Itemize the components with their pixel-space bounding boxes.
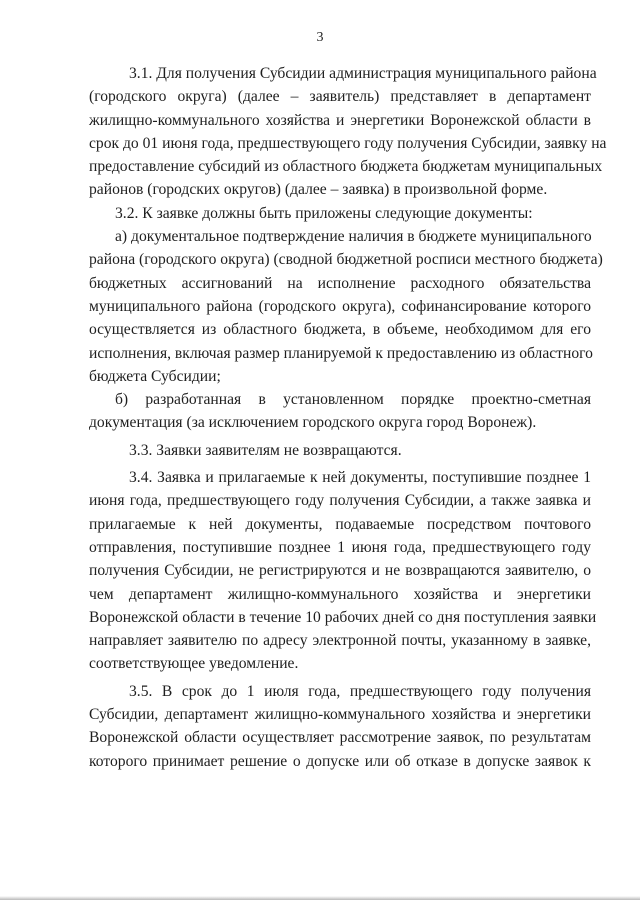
paragraph-b [89,388,591,435]
text-line: 3.2. К заявке должны быть приложены следующие документы: [115,204,533,222]
text-line: Воронежской области осуществляет рассмотрение заявок, по результатам [89,729,591,747]
text-line: 3.5. В срок до 1 июля года, предшествующего году получения [129,682,591,700]
text-line: 3.3. Заявки заявителям не возвращаются. [129,441,402,459]
text-line: района (городского округа) (сводной бюджетной росписи местного бюджета) [89,251,603,269]
text-line: предоставление субсидий из областного бюджета бюджетам муниципальных [89,158,603,176]
text-line: (городского округа) (далее – заявитель) представляет в департамент [89,88,591,106]
text-line: направляет заявителю по адресу электронной почты, указанному в заявке, [89,632,591,650]
text-line: Воронежской области в течение 10 рабочих дней со дня поступления заявки [89,608,597,626]
page-number: 3 [316,30,324,45]
text-line: Субсидии, департамент жилищно-коммунального хозяйства и энергетики [89,706,591,724]
text-line: осуществляется из областного бюджета, в объеме, необходимом для его [89,321,591,339]
scan-edge [0,896,640,900]
text-line: 3.1. Для получения Субсидии администрация муниципального района [129,65,597,82]
paragraph-3-3 [89,439,591,462]
text-line: чем департамент жилищно-коммунального хозяйства и энергетики [89,585,591,603]
text-line: прилагаемые к ней документы, подаваемые посредством почтового [89,515,591,533]
text-line: получения Субсидии, не регистрируются и не возвращаются заявителю, о [89,562,591,580]
text-line: бюджета Субсидии; [89,367,221,385]
text-line: которого принимает решение о допуске или об отказе в допуске заявок к [89,752,591,770]
text-line: июня года, предшествующего году получения Субсидии, а также заявка и [89,492,591,510]
text-line: жилищно-коммунального хозяйства и энергетики Воронежской области в [89,111,591,129]
text-line: срок до 01 июня года, предшествующего году получения Субсидии, заявку на [89,134,607,152]
text-line: б) разработанная в установленном порядке проектно-сметная [115,391,591,409]
text-line: документация (за исключением городского округа город Воронеж). [89,414,537,432]
text-line: отправления, поступившие позднее 1 июня года, предшествующего году [89,538,591,556]
paragraph-3-2 [89,202,591,225]
document-body [89,62,607,773]
text-line: 3.4. Заявка и прилагаемые к ней документы, поступившие позднее 1 [129,469,591,487]
paragraph-3-4 [89,466,597,676]
text-line: соответствующее уведомление. [89,655,299,673]
text-line: а) документальное подтверждение наличия в бюджете муниципального [115,228,592,246]
text-line: районов (городских округов) (далее – заявка) в произвольной форме. [89,181,548,199]
paragraph-3-1 [89,62,607,202]
text-line: исполнения, включая размер планируемой к предоставлению из областного [89,344,593,362]
text-line: муниципального района (городского округа), софинансирование которого [89,297,591,315]
paragraph-a [89,225,603,388]
text-line: бюджетных ассигнований на исполнение расходного обязательства [89,274,591,292]
paragraph-3-5 [89,680,591,773]
